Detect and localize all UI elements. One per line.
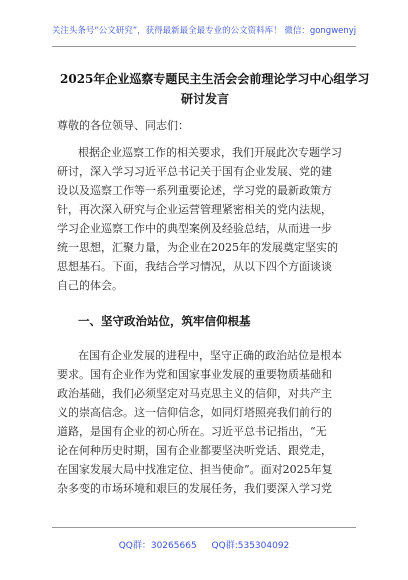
paragraph1-line: 根据企业巡察工作的相关要求，我们开展此次专题学习 <box>78 146 342 159</box>
footer-qq-group-2: QQ群:535304092 <box>211 541 290 551</box>
paragraph2-line: 杂多变的市场环境和艰巨的发展任务，我们要深入学习党 <box>57 482 332 495</box>
paragraph1-line: 思想基石。下面，我结合学习情况，从以下四个方面谈谈 <box>57 260 332 273</box>
paragraph2-line: 要求。国有企业作为党和国家事业发展的重要物质基础和 <box>57 368 332 381</box>
paragraph2-line: 在国家发展大局中找准定位、担当使命”。面对2025年复 <box>57 463 333 476</box>
paragraph2-line: 论在何种历史时期，国有企业都要坚决听党话、跟党走， <box>57 444 332 457</box>
paragraph2-line: 道路，是国有企业的初心所在。习近平总书记指出，“无 <box>57 425 327 438</box>
greeting: 尊敬的各位领导、同志们： <box>57 119 189 132</box>
paragraph1-line: 设以及巡察工作等一系列重要论述，学习党的最新政策方 <box>57 184 332 197</box>
section1-heading: 一、坚守政治站位，筑牢信仰根基 <box>78 314 251 328</box>
header-divider <box>52 46 356 47</box>
paragraph1-line: 统一思想，汇聚力量，为企业在2025年的发展奠定坚实的 <box>57 241 338 254</box>
paragraph1-line: 研讨，深入学习习近平总书记关于国有企业发展、党的建 <box>57 165 332 178</box>
document-title-line2: 研讨发言 <box>180 92 229 106</box>
paragraph1-line: 学习企业巡察工作中的典型案例及经验总结，从而进一步 <box>57 222 332 235</box>
paragraph1-line: 针，再次深入研究与企业运营管理紧密相关的党内法规， <box>57 203 332 216</box>
paragraph2-line: 在国有企业发展的进程中，坚守正确的政治站位是根本 <box>78 349 342 362</box>
document-title-line1: 2025年企业巡察专题民主生活会会前理论学习中心组学习 <box>60 72 370 86</box>
paragraph1-line: 自己的体会。 <box>57 279 123 292</box>
footer-divider <box>52 527 356 528</box>
paragraph2-line: 义的崇高信念。这一信仰信念，如同灯塔照亮我们前行的 <box>57 406 332 419</box>
footer-qq-group-1: QQ群：30265665 <box>118 541 197 551</box>
paragraph2-line: 政治基础，我们必须坚定对马克思主义的信仰，对共产主 <box>57 387 332 400</box>
footer <box>0 538 408 551</box>
header-note: 关注头条号“公文研究”，获得最新最全最专业的公文资料库！ 微信：gongwenyj <box>51 26 357 36</box>
